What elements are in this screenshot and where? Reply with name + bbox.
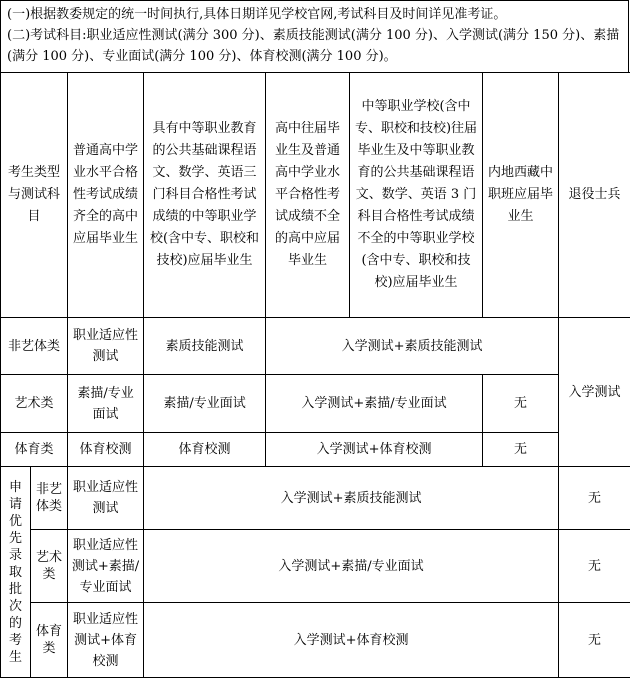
cell-sport-c4: 无 [483,433,559,467]
cell-non-art-c2: 素质技能测试 [144,318,266,375]
priority-cell-art-c1: 职业适应性测试+素描/专业面试 [68,530,144,603]
cell-sport-c1: 体育校测 [68,433,144,467]
priority-cell-art-c3: 无 [559,530,630,603]
table-row [1,603,630,678]
header-col-4: 中等职业学校(含中专、职校和技校)往届毕业生及中等职业教育的公共基础课程语文、数学、英语 3 门科目合格性考试成绩不全的中等职业学校(含中专、职校和技校)应届毕业生 [350,73,483,318]
cell-art-c3: 入学测试+素描/专业面试 [266,375,483,433]
priority-cell-non-art-c2: 入学测试+素质技能测试 [144,467,559,530]
table-row [1,530,630,603]
note-line-2: (二)考试科目:职业适应性测试(满分 300 分)、素质技能测试(满分 100 分)、入学测试(满分 150 分)、素描(满分 100 分)、专业面试(满分 100 分)、体育校测(满分 100 分)。 [7,25,622,67]
table-row [1,375,630,433]
row-label-sport: 体育类 [1,433,68,467]
row-label-art: 艺术类 [1,375,68,433]
priority-cell-sport-c3: 无 [559,603,630,678]
priority-label: 申请优先录取批次的考生 [1,467,31,678]
note-line-1: (一)根据教委规定的统一时间执行,具体日期详见学校官网,考试科目及时间详见准考证。 [7,4,622,25]
cell-art-c2: 素描/专业面试 [144,375,266,433]
cell-non-art-c1: 职业适应性测试 [68,318,144,375]
priority-cell-non-art-c3: 无 [559,467,630,530]
table-row [1,318,630,375]
cell-sport-c3: 入学测试+体育校测 [266,433,483,467]
header-col-6: 退役士兵 [559,73,630,318]
priority-cell-art-c2: 入学测试+素描/专业面试 [144,530,559,603]
priority-row-label-art: 艺术类 [31,530,68,603]
exam-subject-table [0,72,630,678]
priority-cell-sport-c2: 入学测试+体育校测 [144,603,559,678]
cell-art-c1: 素描/专业面试 [68,375,144,433]
header-col-3: 高中往届毕业生及普通高中学业水平合格性考试成绩不全的高中应届毕业生 [266,73,350,318]
priority-cell-non-art-c1: 职业适应性测试 [68,467,144,530]
cell-veteran: 入学测试 [559,318,630,467]
header-col-2: 具有中等职业教育的公共基础课程语文、数学、英语三门科目合格性考试成绩的中等职业学校(含中专、职校和技校)应届毕业生 [144,73,266,318]
table-row [1,467,630,530]
priority-cell-sport-c1: 职业适应性测试+体育校测 [68,603,144,678]
table-row [1,433,630,467]
header-row [1,73,630,318]
header-label-cell [1,73,68,318]
header-col-5: 内地西藏中职班应届毕业生 [483,73,559,318]
priority-row-label-sport: 体育类 [31,603,68,678]
row-label-non-art: 非艺体类 [1,318,68,375]
cell-art-c4: 无 [483,375,559,433]
cell-non-art-c3: 入学测试+素质技能测试 [266,318,559,375]
priority-row-label-non-art: 非艺体类 [31,467,68,530]
header-col-1: 普通高中学业水平合格性考试成绩齐全的高中应届毕业生 [68,73,144,318]
cell-sport-c2: 体育校测 [144,433,266,467]
header-label: 考生类型与测试科目 [8,165,60,224]
exam-notes [0,0,629,72]
